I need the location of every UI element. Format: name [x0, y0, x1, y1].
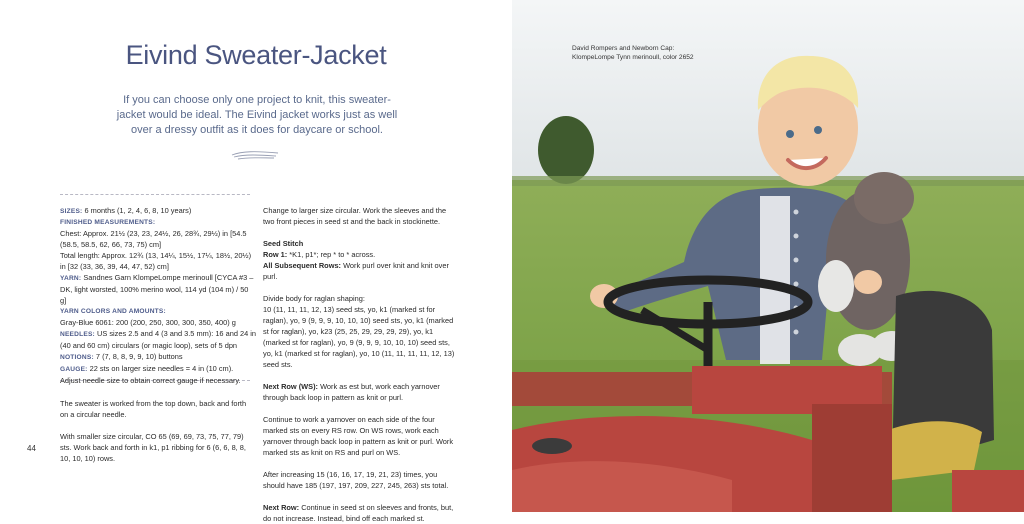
worked-paragraph: The sweater is worked from the top down, back and forth on a circular needle. — [60, 399, 247, 419]
gauge-note: Adjust needle size to obtain correct gauge if necessary. — [60, 376, 241, 385]
materials-column — [60, 205, 256, 386]
scribble-ornament-icon — [230, 147, 282, 161]
photo-child-on-tractor — [512, 0, 1024, 512]
cast-on-paragraph: With smaller size circular, CO 65 (69, 69, 73, 75, 77, 79) sts. Work back and forth in k1, p1 ribbing for 6 (6, 6, 8, 8, 10, 10, 10) rows. — [60, 432, 246, 463]
yarn-line: YARN: Sandnes Garn KlompeLompe merinoull [CYCA #3 – DK, light worsted, 100% merino wool, 114 yd (104 m) / 50 g] — [60, 273, 254, 305]
finished-label: FINISHED MEASUREMENTS: — [60, 219, 156, 226]
photo-caption: David Rompers and Newborn Cap: KlompeLompe Tynn merinoull, color 2652 — [572, 45, 694, 61]
next-ws-line: Next Row (WS): Work as est but, work each yarnover through back loop in pattern as knit or purl. — [263, 382, 440, 402]
page-number: 44 — [27, 444, 36, 453]
gauge-line: GAUGE: 22 sts on larger size needles = 4 in (10 cm). — [60, 364, 234, 373]
length-measure: Total length: Approx. 12¾ (13, 14¼, 15½, 17¼, 18½, 20½) in [32 (33, 36, 39, 44, 47, 52) cm] — [60, 251, 252, 271]
after-increase-paragraph: After increasing 15 (16, 16, 17, 19, 21, 23) times, you should have 185 (197, 197, 209, 227, 245, 263) sts total. — [263, 470, 449, 490]
pattern-intro: If you can choose only one project to knit, this sweater-jacket would be ideal. The Eivind jacket works just as well over a dressy outfit as it does for daycare or school. — [116, 94, 398, 136]
divider — [60, 194, 250, 195]
change-paragraph: Change to larger size circular. Work the sleeves and the two front pieces in seed st and the back in stockinette. — [263, 206, 447, 226]
photo-page — [512, 0, 1024, 512]
left-page — [0, 0, 512, 523]
subsequent-rows-line: All Subsequent Rows: Work purl over knit and knit over purl. — [263, 261, 449, 281]
colors-label: YARN COLORS AND AMOUNTS: — [60, 308, 166, 315]
sizes-line: SIZES: 6 months (1, 2, 4, 6, 8, 10 years) — [60, 206, 192, 215]
instructions-start — [60, 398, 256, 464]
needles-line: NEEDLES: US sizes 2.5 and 4 (3 and 3.5 mm): 16 and 24 in (40 and 60 cm) circulars (or magic loop), sets of 5 dpn — [60, 329, 257, 350]
row1-line: Row 1: *K1, p1*; rep * to * across. — [263, 250, 376, 259]
chest-measure: Chest: Approx. 21½ (23, 23, 24½, 26, 28¾, 29½) in [54.5 (58.5, 58.5, 62, 66, 73, 75) cm] — [60, 229, 247, 249]
pattern-title: Eivind Sweater-Jacket — [125, 40, 387, 70]
divide-heading: Divide body for raglan shaping: — [263, 294, 365, 303]
next-row-line: Next Row: Continue in seed st on sleeves and fronts, but, do not increase. Instead, bind off each marked st. — [263, 503, 454, 523]
notions-line: NOTIONS: 7 (7, 8, 8, 9, 9, 10) buttons — [60, 352, 183, 361]
seed-stitch-heading: Seed Stitch — [263, 239, 304, 248]
continue-paragraph: Continue to work a yarnover on each side of the four marked sts on every RS row. On WS rows, work each yarnover through back loop in pattern as knit or purl. Work marked sts as knit on RS and purl on WS. — [263, 415, 454, 457]
colors-line: Gray-Blue 6061: 200 (200, 250, 300, 300, 350, 400) g — [60, 318, 236, 327]
instructions-column — [263, 205, 455, 524]
divide-paragraph: 10 (11, 11, 11, 12, 13) seed sts, yo, k1 (marked st for raglan), yo, 9 (9, 9, 9, 10, 10, 10) seed sts, yo, k1 (marked st for raglan), yo, k23 (25, 25, 29, 29, 29, 29), yo, k1 (marked st for raglan), yo, 9 (9, 9, 9, 10, 10, 10) seed sts, yo, k1 (marked st for raglan), yo, 10 (11, 11, 11, 11, 12, 13) seed sts. — [263, 305, 455, 369]
